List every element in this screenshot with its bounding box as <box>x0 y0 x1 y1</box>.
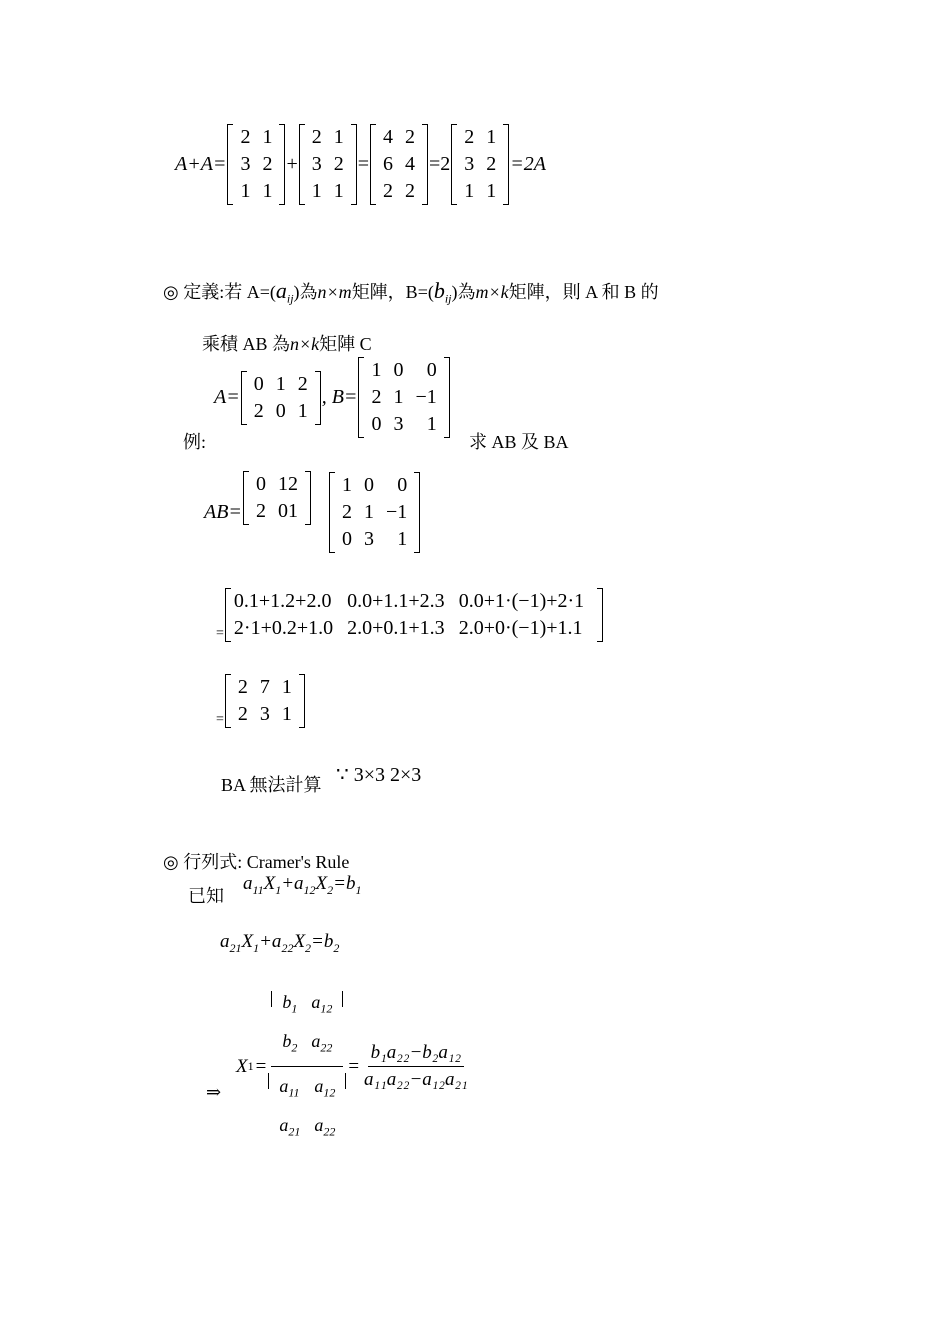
matrix-cell: 1 <box>275 372 286 395</box>
definition-line-1: ◎ 定義:若 $A=(a_{ij})$為n×m矩陣，$B=(b_{ij})$為m×k矩陣，則 A 和 B 的 <box>163 278 659 306</box>
matrix-cell: 0 <box>255 472 266 495</box>
ab-matrix-1 <box>243 471 311 525</box>
ab-product: AB= 0 12 2 01 1 0 0 2 1 −1 0 3 1 <box>203 472 420 553</box>
matrix-cell: 2 <box>237 703 248 725</box>
matrix-cell: 3 <box>240 153 251 175</box>
matrix-cell: 12 <box>277 472 298 495</box>
matrix-cell: 2 <box>255 499 266 522</box>
ab-matrix-2 <box>329 472 420 553</box>
matrix-cell: 0 <box>371 413 382 435</box>
matrix-cell: 2·1+0.2+1.0 <box>233 617 334 639</box>
matrix-cell: 2 <box>341 501 352 523</box>
example-question: 求 AB 及 BA <box>469 432 569 452</box>
matrix-addition-equation <box>174 124 547 205</box>
result-matrix <box>225 674 305 728</box>
matrix-cell: −1 <box>415 386 437 408</box>
matrix-cell: 1 <box>240 180 251 202</box>
matrix-2 <box>299 124 357 205</box>
matrix-sum <box>370 124 428 205</box>
matrix-cell: 2.0+0.1+1.3 <box>347 617 445 639</box>
expansion-matrix <box>225 588 603 642</box>
example-label: 例: <box>183 432 207 452</box>
matrix-cell: 1 <box>262 126 273 148</box>
implies-symbol: ⇒ <box>206 1082 222 1102</box>
matrix-cell: 2 <box>262 153 273 175</box>
matrix-cell: 2 <box>237 676 248 698</box>
matrix-cell: −1 <box>385 501 408 523</box>
matrix-cell: 1 <box>262 180 273 202</box>
matrix-cell: 0 <box>363 474 374 496</box>
equation-1: $a_{11}X_1+a_{12}X_2=b_1$ <box>243 873 362 897</box>
ba-note: BA 無法計算 <box>221 775 322 795</box>
result-fraction: $\frac{\text{b₁a₂₂−b₂a₁₂}}{\text{a₁₁a₂₂−a₁₂a₂₁}}$ <box>364 1042 468 1091</box>
matrix-cell: 2 <box>253 399 264 422</box>
matrix-cell: 0 <box>253 372 264 395</box>
matrix-cell: 2 <box>486 153 497 175</box>
matrix-cell: 1 <box>333 180 344 202</box>
matrix-cell: 1 <box>393 386 404 408</box>
determinant-fraction: $b_1$ $a_{12}$ $b_2$ $a_{22}$ $a_{11}$ $a_{12}$ $a_{21}$ $a_{22}$ <box>268 985 346 1148</box>
matrix-cell: 1 <box>371 359 382 381</box>
matrix-cell: 1 <box>297 399 308 422</box>
matrix-cell: 1 <box>281 703 292 725</box>
matrix-cell: 2 <box>371 386 382 408</box>
example-matrices: A= 0 1 2 2 0 1 , B= 1 0 0 2 1 −1 0 3 1 <box>213 357 450 438</box>
equals-sign: = <box>357 153 369 175</box>
equation-2: $a_{21}X_1+a_{22}X_2=b_2$ <box>220 931 340 955</box>
matrix-cell: 1 <box>486 180 497 202</box>
matrix-cell: 0.0+1·(−1)+2·1 <box>458 590 585 612</box>
matrix-cell: 2 <box>383 180 393 202</box>
matrix-cell: 1 <box>486 126 497 148</box>
matrix-cell: 2 <box>297 372 308 395</box>
matrix-cell: 7 <box>259 676 270 698</box>
matrix-cell: 2 <box>240 126 251 148</box>
matrix-cell: 1 <box>397 528 408 550</box>
cramer-title: ◎ 行列式: Cramer's Rule <box>163 852 350 872</box>
ab-result: = 2 7 1 2 3 1 <box>215 674 305 728</box>
ab-expansion: = 0.1+1.2+2.0 0.0+1.1+2.3 0.0+1·(−1)+2·1 2·1+0.2+1.0 2.0+0.1+1.3 2.0+0·(−1)+1.1 <box>215 588 603 642</box>
matrix-cell: 1 <box>363 501 374 523</box>
matrix-cell: 4 <box>383 126 393 148</box>
known-label: 已知 <box>188 886 224 906</box>
matrix-cell: 0 <box>341 528 352 550</box>
cramer-x1-formula: X 1 = $b_1$ $a_{12}$ $b_2$ $a_{22}$ $a_{11}$ $a_{12}$ $a_{21}$ $a_{22}$ = $\frac{\text{b₁a₂₂−b₂a₁₂}}{\text{a₁₁a₂₂−a₁₂a₂₁}}$ <box>236 985 471 1148</box>
matrix-B <box>358 357 449 438</box>
matrix-1 <box>227 124 285 205</box>
matrix-cell: 3 <box>259 703 270 725</box>
matrix-cell: 0 <box>275 399 286 422</box>
matrix-cell: 6 <box>383 153 393 175</box>
matrix-cell: 3 <box>311 153 322 175</box>
matrix-cell: 1 <box>341 474 352 496</box>
matrix-cell: 01 <box>277 499 298 522</box>
eq1-lhs: A+A= <box>175 153 227 175</box>
matrix-cell: 2 <box>405 180 415 202</box>
eq1-rhs: =2A <box>510 153 546 175</box>
plus-sign: + <box>286 153 298 175</box>
matrix-cell: 2.0+0·(−1)+1.1 <box>458 617 583 639</box>
matrix-cell: 3 <box>363 528 374 550</box>
matrix-cell: 2 <box>311 126 322 148</box>
equals-two: =2 <box>429 153 451 175</box>
matrix-cell: 1 <box>281 676 292 698</box>
ba-reason: ∵ 3×3 2×3 <box>336 764 422 786</box>
matrix-cell: 3 <box>393 413 404 435</box>
matrix-cell: 0 <box>426 359 437 381</box>
matrix-4 <box>451 124 509 205</box>
matrix-cell: 2 <box>464 126 475 148</box>
matrix-cell: 2 <box>333 153 344 175</box>
matrix-cell: 0 <box>397 474 408 496</box>
matrix-cell: 3 <box>464 153 475 175</box>
matrix-cell: 1 <box>311 180 322 202</box>
matrix-cell: 0 <box>393 359 404 381</box>
definition-line-2: 乘積 AB 為n×k矩陣 C <box>202 334 372 354</box>
matrix-cell: 4 <box>405 153 415 175</box>
matrix-cell: 0.0+1.1+2.3 <box>347 590 445 612</box>
matrix-cell: 2 <box>405 126 415 148</box>
matrix-cell: 1 <box>464 180 475 202</box>
matrix-cell: 1 <box>333 126 344 148</box>
matrix-A <box>241 371 321 425</box>
matrix-cell: 1 <box>426 413 437 435</box>
matrix-cell: 0.1+1.2+2.0 <box>233 590 332 612</box>
